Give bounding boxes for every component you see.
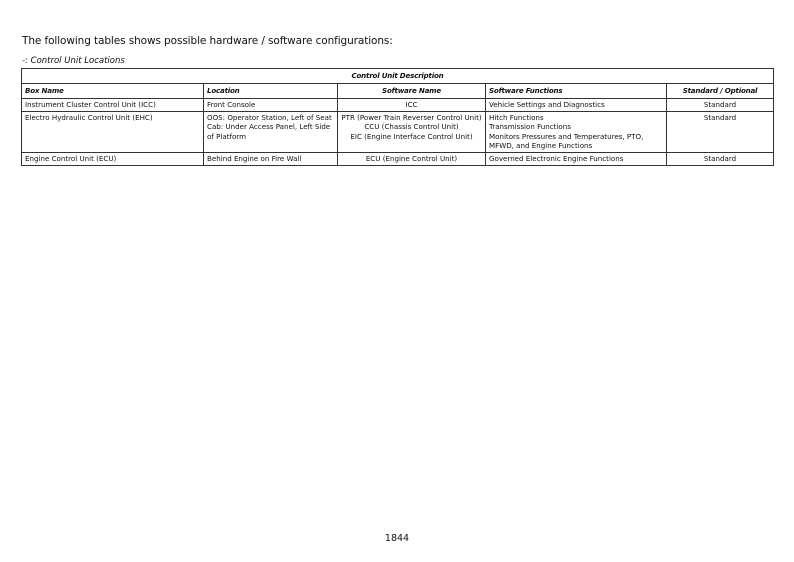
cell-box-name: Instrument Cluster Control Unit (ICC) bbox=[22, 99, 204, 112]
table-title-row bbox=[22, 69, 774, 84]
cell-location: OOS: Operator Station, Left of Seat Cab: Under Access Panel, Left Side of Platform bbox=[204, 112, 338, 153]
table-header-row bbox=[22, 84, 774, 99]
software-name-line: ICC bbox=[405, 100, 418, 109]
cell-location: Front Console bbox=[204, 99, 338, 112]
table-caption: -: Control Unit Locations bbox=[22, 56, 125, 66]
cell-standard-optional: Standard bbox=[667, 153, 774, 166]
software-function-line: Hitch Functions bbox=[489, 113, 544, 123]
cell-box-name: Electro Hydraulic Control Unit (EHC) bbox=[22, 112, 204, 153]
software-name-line: ECU (Engine Control Unit) bbox=[365, 154, 458, 164]
cell-software-functions bbox=[486, 153, 667, 166]
software-function-line: Governed Electronic Engine Functions bbox=[489, 154, 624, 164]
cell-standard-optional: Standard bbox=[667, 112, 774, 153]
table-title: Control Unit Description bbox=[22, 69, 774, 84]
header-box-name: Box Name bbox=[22, 84, 204, 99]
cell-software-functions bbox=[486, 99, 667, 112]
software-name-line: PTR (Power Train Reverser Control Unit) bbox=[341, 113, 482, 123]
software-name-line: EIC (Engine Interface Control Unit) bbox=[350, 131, 473, 141]
table-row bbox=[22, 99, 774, 112]
software-function-line: Monitors Pressures and Temperatures, PTO, MFWD, and Engine Functions bbox=[489, 131, 644, 150]
intro-text: The following tables shows possible hardware / software configurations: bbox=[22, 35, 393, 47]
cell-software-name bbox=[338, 153, 486, 166]
page-number: 1844 bbox=[384, 533, 410, 544]
header-standard-optional: Standard / Optional bbox=[667, 84, 774, 99]
cell-box-name: Engine Control Unit (ECU) bbox=[22, 153, 204, 166]
software-function-line: Transmission Functions bbox=[489, 122, 571, 132]
header-software-name: Software Name bbox=[338, 84, 486, 99]
software-function-line: Vehicle Settings and Diagnostics bbox=[489, 100, 605, 109]
cell-software-name bbox=[338, 112, 486, 153]
cell-standard-optional: Standard bbox=[667, 99, 774, 112]
cell-software-functions bbox=[486, 112, 667, 153]
cell-location: Behind Engine on Fire Wall bbox=[204, 153, 338, 166]
control-unit-table bbox=[21, 68, 774, 166]
cell-software-name bbox=[338, 99, 486, 112]
header-software-functions: Software Functions bbox=[486, 84, 667, 99]
table-row bbox=[22, 112, 774, 153]
table-row bbox=[22, 153, 774, 166]
software-name-line: CCU (Chassis Control Unit) bbox=[364, 122, 459, 132]
header-location: Location bbox=[204, 84, 338, 99]
